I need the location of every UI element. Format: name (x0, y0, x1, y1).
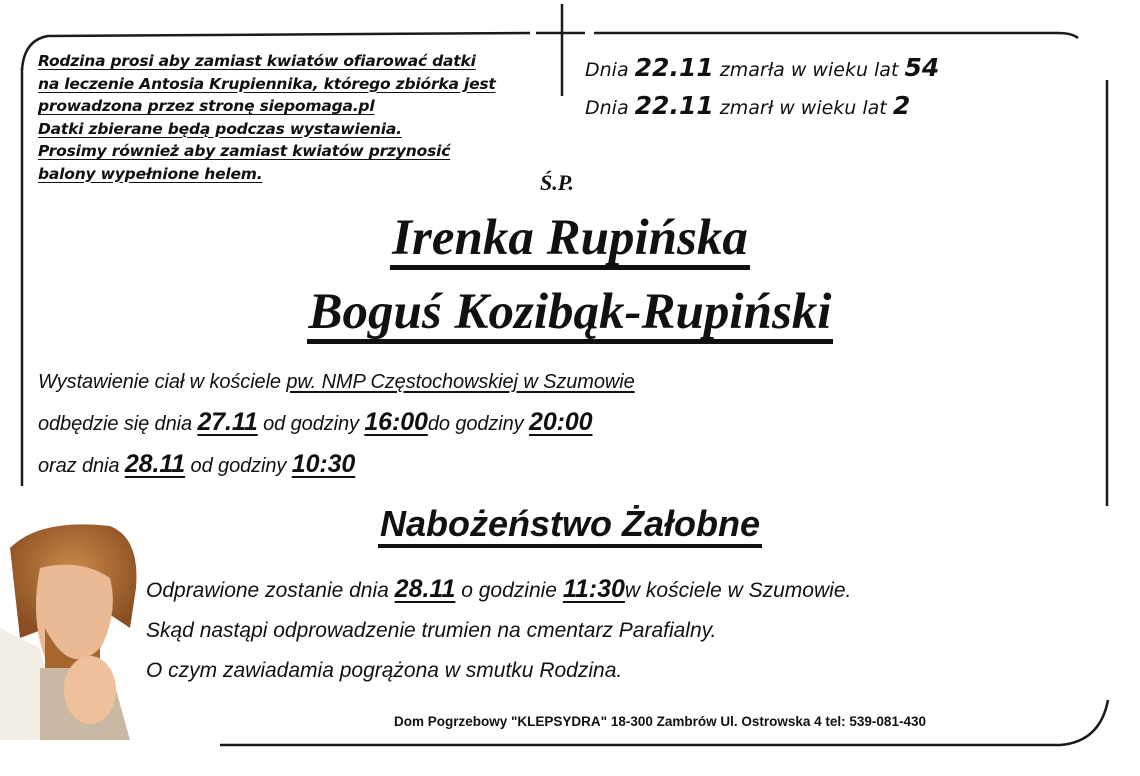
church-name: pw. NMP Częstochowskiej w Szumowie (286, 371, 635, 393)
donation-request-note: Rodzina prosi aby zamiast kwiatów ofiarować datki na leczenie Antosia Krupiennika, którego zbiórka jest prowadzona przez stronę siepomaga.pl Datki zbierane będą podczas wystawienia. Prosimy również aby zamiast kwiatów przynosić balony wypełnione helem. (38, 52, 496, 183)
name-2: Boguś Kozibąk-Rupiński (307, 285, 834, 344)
service-details: Odprawione zostanie dnia 28.11 o godzinie 11:30w kościele w Szumowie. Skąd nastąpi odprowadzenie trumien na cmentarz Parafialny. O czym zawiadamia pogrążona w smutku Rodzina. (146, 575, 852, 682)
praying-jesus-icon (0, 518, 140, 740)
deceased-names (0, 208, 1140, 356)
death-line-1: Dnia 22.11 zmarła w wieku lat 54 (585, 53, 940, 82)
funeral-home-footer: Dom Pogrzebowy "KLEPSYDRA" 18-300 Zambrów Ul. Ostrowska 4 tel: 539-081-430 (394, 714, 926, 729)
sp-label: Ś.P. (540, 170, 574, 195)
death-dates (585, 50, 939, 126)
death-line-2: Dnia 22.11 zmarł w wieku lat 2 (585, 91, 911, 120)
viewing-info: Wystawienie ciał w kościele pw. NMP Częstochowskiej w Szumowie odbędzie się dnia 27.11 od godziny 16:00do godziny 20:00 oraz dnia 28.11 od godziny 10:30 (38, 371, 635, 478)
service-heading: Nabożeństwo Żałobne (0, 503, 1140, 545)
name-1: Irenka Rupińska (390, 211, 750, 270)
